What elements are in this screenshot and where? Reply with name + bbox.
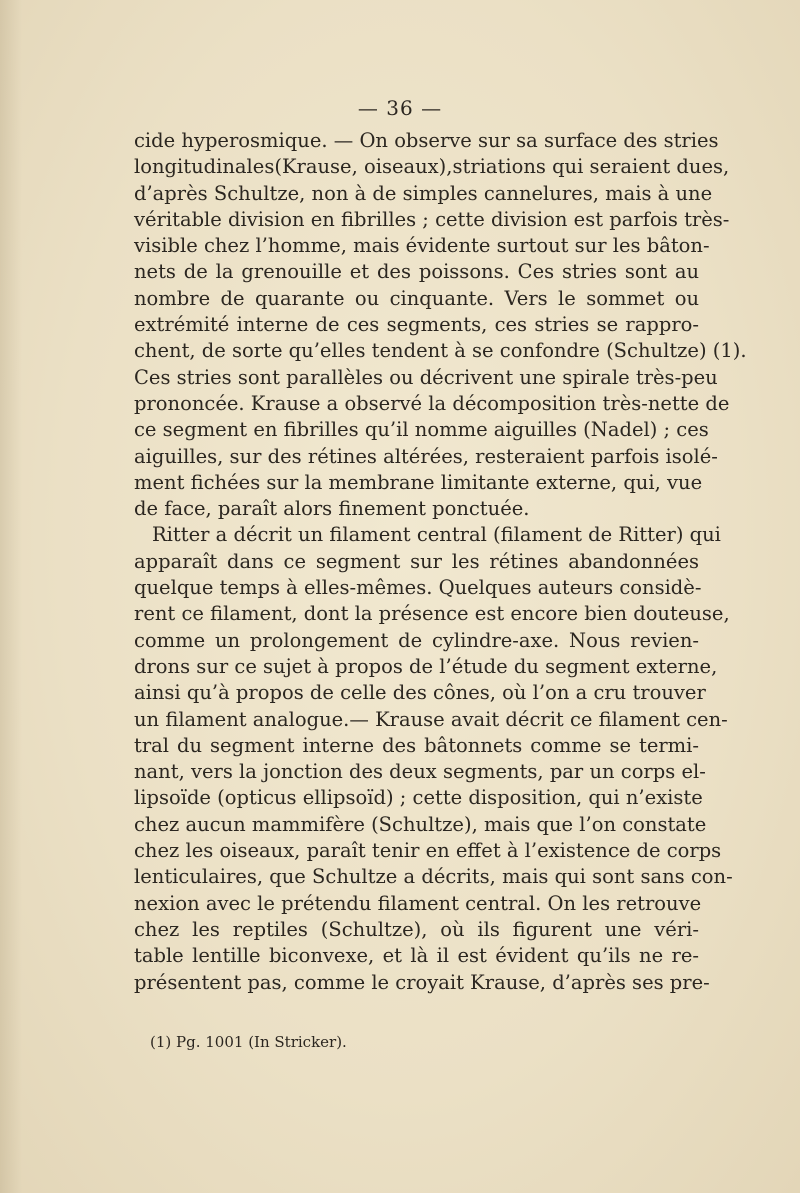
paragraph-2 [134,522,733,995]
text-line: lipsoïde (opticus ellipsoïd) ; cette disposition, qui n’existe [134,786,703,810]
page-gutter-shadow [0,0,22,1193]
paragraph-1 [134,128,747,522]
text-line: longitudinales(Krause, oiseaux),striations qui seraient dues, [134,155,730,179]
body-text [134,128,747,996]
text-line: apparaît dans ce segment sur les rétines abandonnées [134,549,699,573]
text-line: d’après Schultze, non à de simples cannelures, mais à une [134,181,713,205]
text-line: tral du segment interne des bâtonnets comme se termi- [134,733,699,757]
text-line: ce segment en fibrilles qu’il nomme aiguilles (Nadel) ; ces [134,418,709,442]
text-line: un filament analogue.— Krause avait décrit ce filament cen- [134,707,728,731]
text-line: lenticulaires, que Schultze a décrits, mais qui sont sans con- [134,865,733,889]
text-line: extrémité interne de ces segments, ces stries se rappro- [134,313,699,337]
text-line: drons sur ce sujet à propos de l’étude du segment externe, [134,654,718,678]
footnote: (1) Pg. 1001 (In Stricker). [150,1033,347,1051]
text-line: cide hyperosmique. — On observe sur sa surface des stries [134,129,719,152]
text-line: nets de la grenouille et des poissons. Ces stries sont au [134,260,699,284]
text-line: nexion avec le prétendu filament central. On les retrouve [134,891,702,915]
text-line: présentent pas, comme le croyait Krause, d’après ses pre- [134,970,710,994]
text-line: Ritter a décrit un filament central (filament de Ritter) qui [152,523,721,547]
text-line: table lentille biconvexe, et là il est évident qu’ils ne re- [134,944,699,968]
page-number: — 36 — [357,96,443,120]
text-line: rent ce filament, dont la présence est encore bien douteuse, [134,602,730,626]
text-line: nant, vers la jonction des deux segments, par un corps el- [134,760,706,784]
text-line: chent, de sorte qu’elles tendent à se confondre (Schultze) (1). [134,339,747,363]
text-line: nombre de quarante ou cinquante. Vers le sommet ou [134,286,699,310]
text-line: quelque temps à elles-mêmes. Quelques auteurs considè- [134,576,702,600]
text-line: visible chez l’homme, mais évidente surtout sur les bâton- [134,234,710,258]
text-line: Ces stries sont parallèles ou décrivent une spirale très-peu [134,365,718,389]
text-line: ainsi qu’à propos de celle des cônes, où l’on a cru trouver [134,681,706,705]
text-line: prononcée. Krause a observé la décomposition très-nette de [134,391,730,415]
text-line: chez aucun mammifère (Schultze), mais que l’on constate [134,812,707,836]
text-line: chez les reptiles (Schultze), où ils figurent une véri- [134,917,699,941]
text-line: comme un prolongement de cylindre-axe. Nous revien- [134,628,699,652]
text-line: chez les oiseaux, paraît tenir en effet à l’existence de corps [134,839,722,863]
text-line: ment fichées sur la membrane limitante externe, qui, vue [134,470,703,494]
text-line: aiguilles, sur des rétines altérées, resteraient parfois isolé- [134,444,718,468]
text-line: de face, paraît alors finement ponctuée. [134,497,530,521]
text-line: véritable division en fibrilles ; cette division est parfois très- [134,207,730,231]
